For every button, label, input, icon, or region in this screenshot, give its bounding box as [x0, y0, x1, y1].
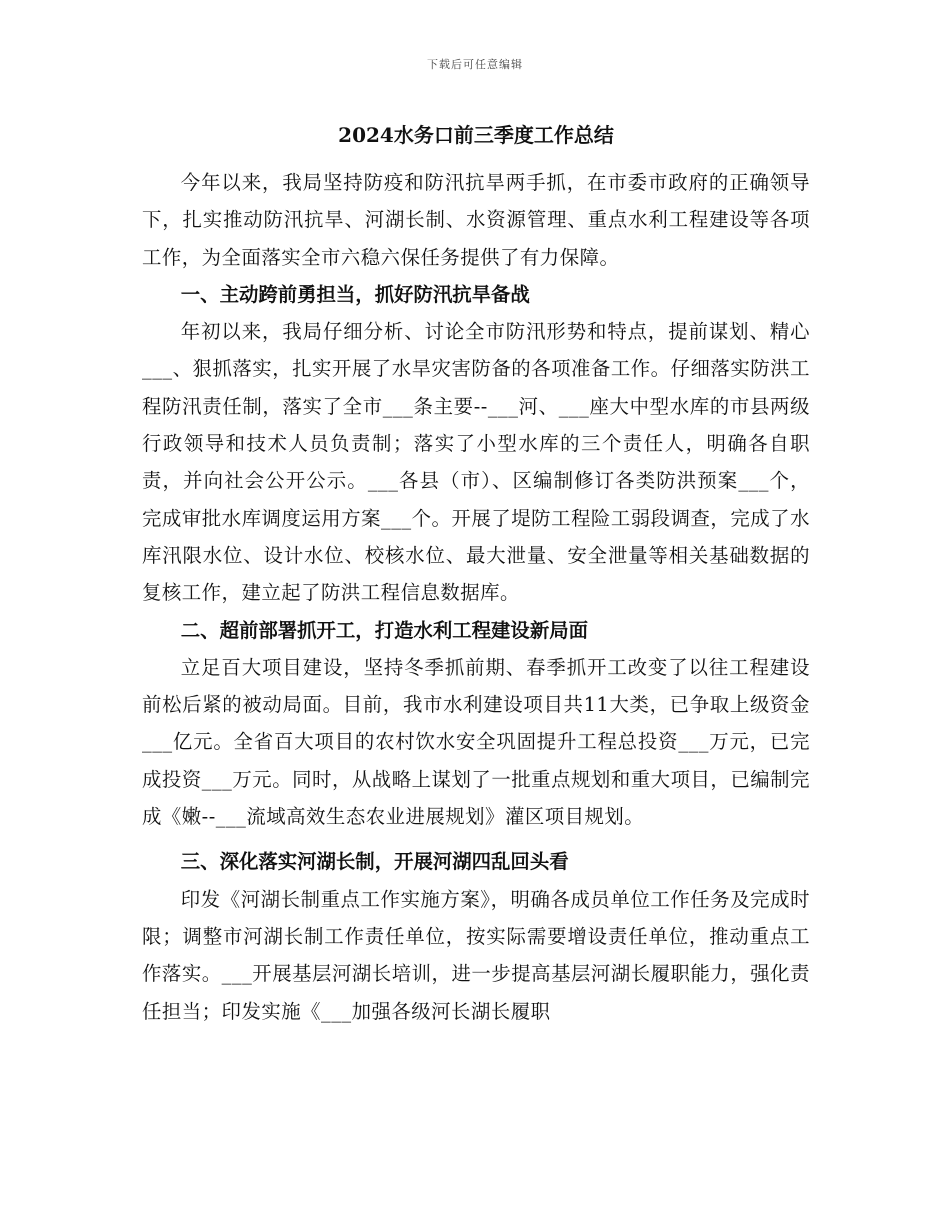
intro-paragraph: 今年以来，我局坚持防疫和防汛抗旱两手抓，在市委市政府的正确领导下，扎实推动防汛抗旱、河湖长制、水资源管理、重点水利工程建设等各项工作，为全面落实全市六稳六保任务提供了有力保障。 — [142, 171, 810, 269]
section-body-1: 年初以来，我局仔细分析、讨论全市防汛形势和特点，提前谋划、精心___、狠抓落实，扎实开展了水旱灾害防备的各项准备工作。仔细落实防洪工程防汛责任制，落实了全市___条主要--___河、___座大中型水库的市县两级行政领导和技术人员负责制；落实了小型水库的三个责任人，明确各自职责，并向社会公开公示。___各县（市）、区编制修订各类防洪预案___个，完成审批水库调度运用方案___个。开展了堤防工程险工弱段调查，完成了水库汛限水位、设计水位、校核水位、最大泄量、安全泄量等相关基础数据的复核工作，建立起了防洪工程信息数据库。 — [142, 320, 810, 605]
section-heading-2: 二、超前部署抓开工，打造水利工程建设新局面 — [180, 618, 588, 642]
section-body-2: 立足百大项目建设，坚持冬季抓前期、春季抓开工改变了以往工程建设前松后紧的被动局面。目前，我市水利建设项目共11大类，已争取上级资金___亿元。全省百大项目的农村饮水安全巩固提升工程总投资___万元，已完成投资___万元。同时，从战略上谋划了一批重点规划和重大项目，已编制完成《嫩--___流域高效生态农业进展规划》灌区项目规划。 — [142, 655, 810, 829]
document-title: 2024水务口前三季度工作总结 — [338, 123, 614, 147]
section-body-3: 印发《河湖长制重点工作实施方案》，明确各成员单位工作任务及完成时限；调整市河湖长制工作责任单位，按实际需要增设责任单位，推动重点工作落实。___开展基层河湖长培训，进一步提高基层河湖长履职能力，强化责任担当；印发实施《___加强各级河长湖长履职 — [142, 887, 810, 1023]
section-heading-1: 一、主动跨前勇担当，抓好防汛抗旱备战 — [180, 282, 530, 306]
document-page — [142, 120, 810, 1030]
header-note: 下载后可任意编辑 — [427, 58, 523, 71]
section-heading-3: 三、深化落实河湖长制，开展河湖四乱回头看 — [180, 850, 569, 874]
